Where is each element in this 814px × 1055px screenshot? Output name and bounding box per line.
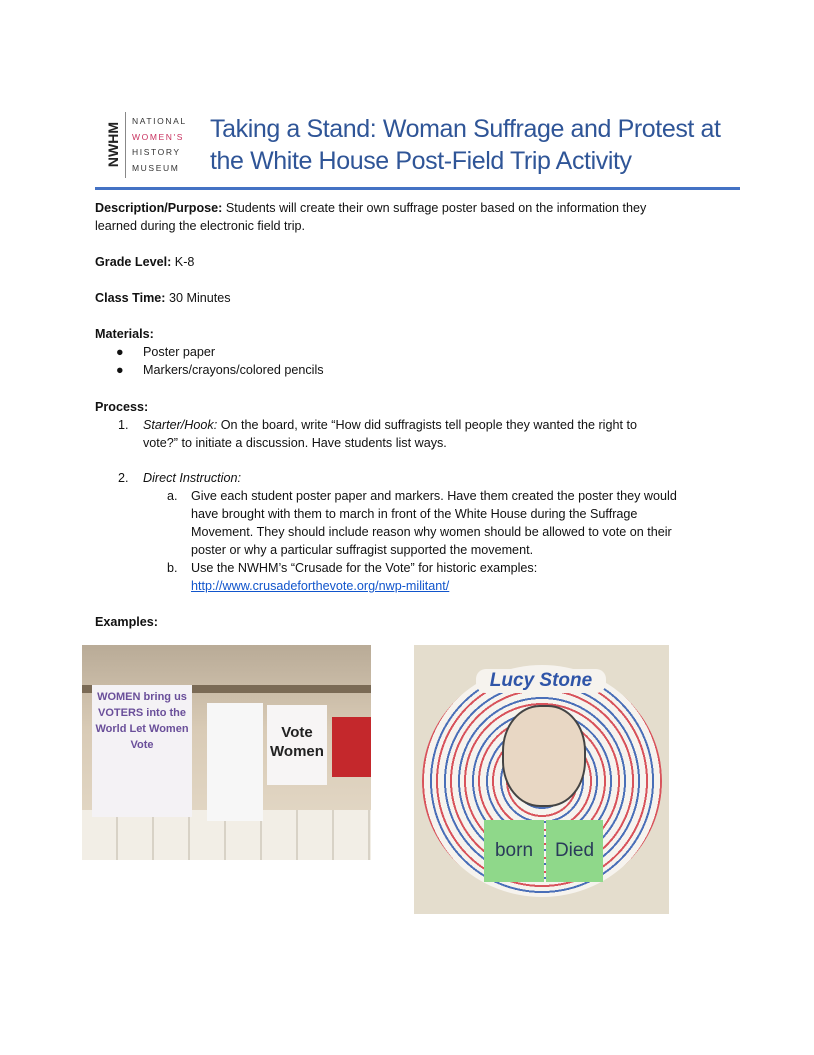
description: Description/Purpose: Students will create their own suffrage poster based on the information they learned during the electronic field trip. [95,201,647,233]
list-item: ● Markers/crayons/colored pencils [95,361,324,379]
crusade-link[interactable]: http://www.crusadeforthevote.org/nwp-militant/ [191,579,450,593]
process: Process: 1. Starter/Hook: On the board, write “How did suffragists tell people they wanted the right to vote?” to initiate a discussion. Have students list ways. 2. Direct Instruction: a. Give each student poster paper and markers. Have them created the poster they would have brought with them to march in front of the White House during the Suffrage Movement. They should include reason why women should be allowed to vote on their poster or why a particular suffragist supported the movement. b. Use the NWHM’s “Crusade for the Vote” for historic examples: http://www.crusadeforthevote.org/nwp-militant/ [95,398,795,595]
portrait [502,705,586,807]
example-photo-2 [414,645,669,914]
poster-women-voters: WOMEN bring us VOTERS into the World Let Women Vote [92,685,192,817]
grade-level: Grade Level: K-8 [95,255,195,269]
bullet-icon: ● [116,363,124,377]
logo-line: MUSEUM [132,162,180,173]
poster [207,703,263,821]
logo-divider [125,112,126,178]
bullet-icon: ● [116,345,124,359]
red-poster [332,717,371,777]
step-2a: a. Give each student poster paper and markers. Have them created the poster they would [167,489,677,503]
class-time: Class Time: 30 Minutes [95,291,231,305]
examples-label: Examples: [95,615,158,629]
process-step-2: 2. Direct Instruction: [118,471,241,485]
process-step-1: 1. Starter/Hook: On the board, write “How did suffragists tell people they wanted the right to [118,418,637,432]
born-card: born [484,820,544,882]
list-item: ● Poster paper [95,343,324,361]
logo-line: WOMEN'S [132,131,185,142]
logo-line: HISTORY [132,147,181,157]
logo-line: NATIONAL [132,116,187,126]
nwhm-logo [104,112,198,178]
logo-mark: NWHM [105,122,121,168]
poster-vote-women: Vote Women [267,705,327,785]
example-photo-1 [82,645,371,860]
materials: Materials: ● Poster paper ● Markers/crayons/colored pencils [95,327,324,377]
page-title: Taking a Stand: Woman Suffrage and Protest at the White House Post-Field Trip Activity [210,115,721,175]
poster-name: Lucy Stone [476,669,606,693]
step-2b: b. Use the NWHM’s “Crusade for the Vote” for historic examples: [167,561,538,575]
died-card: Died [546,820,603,882]
title-rule [95,187,740,190]
